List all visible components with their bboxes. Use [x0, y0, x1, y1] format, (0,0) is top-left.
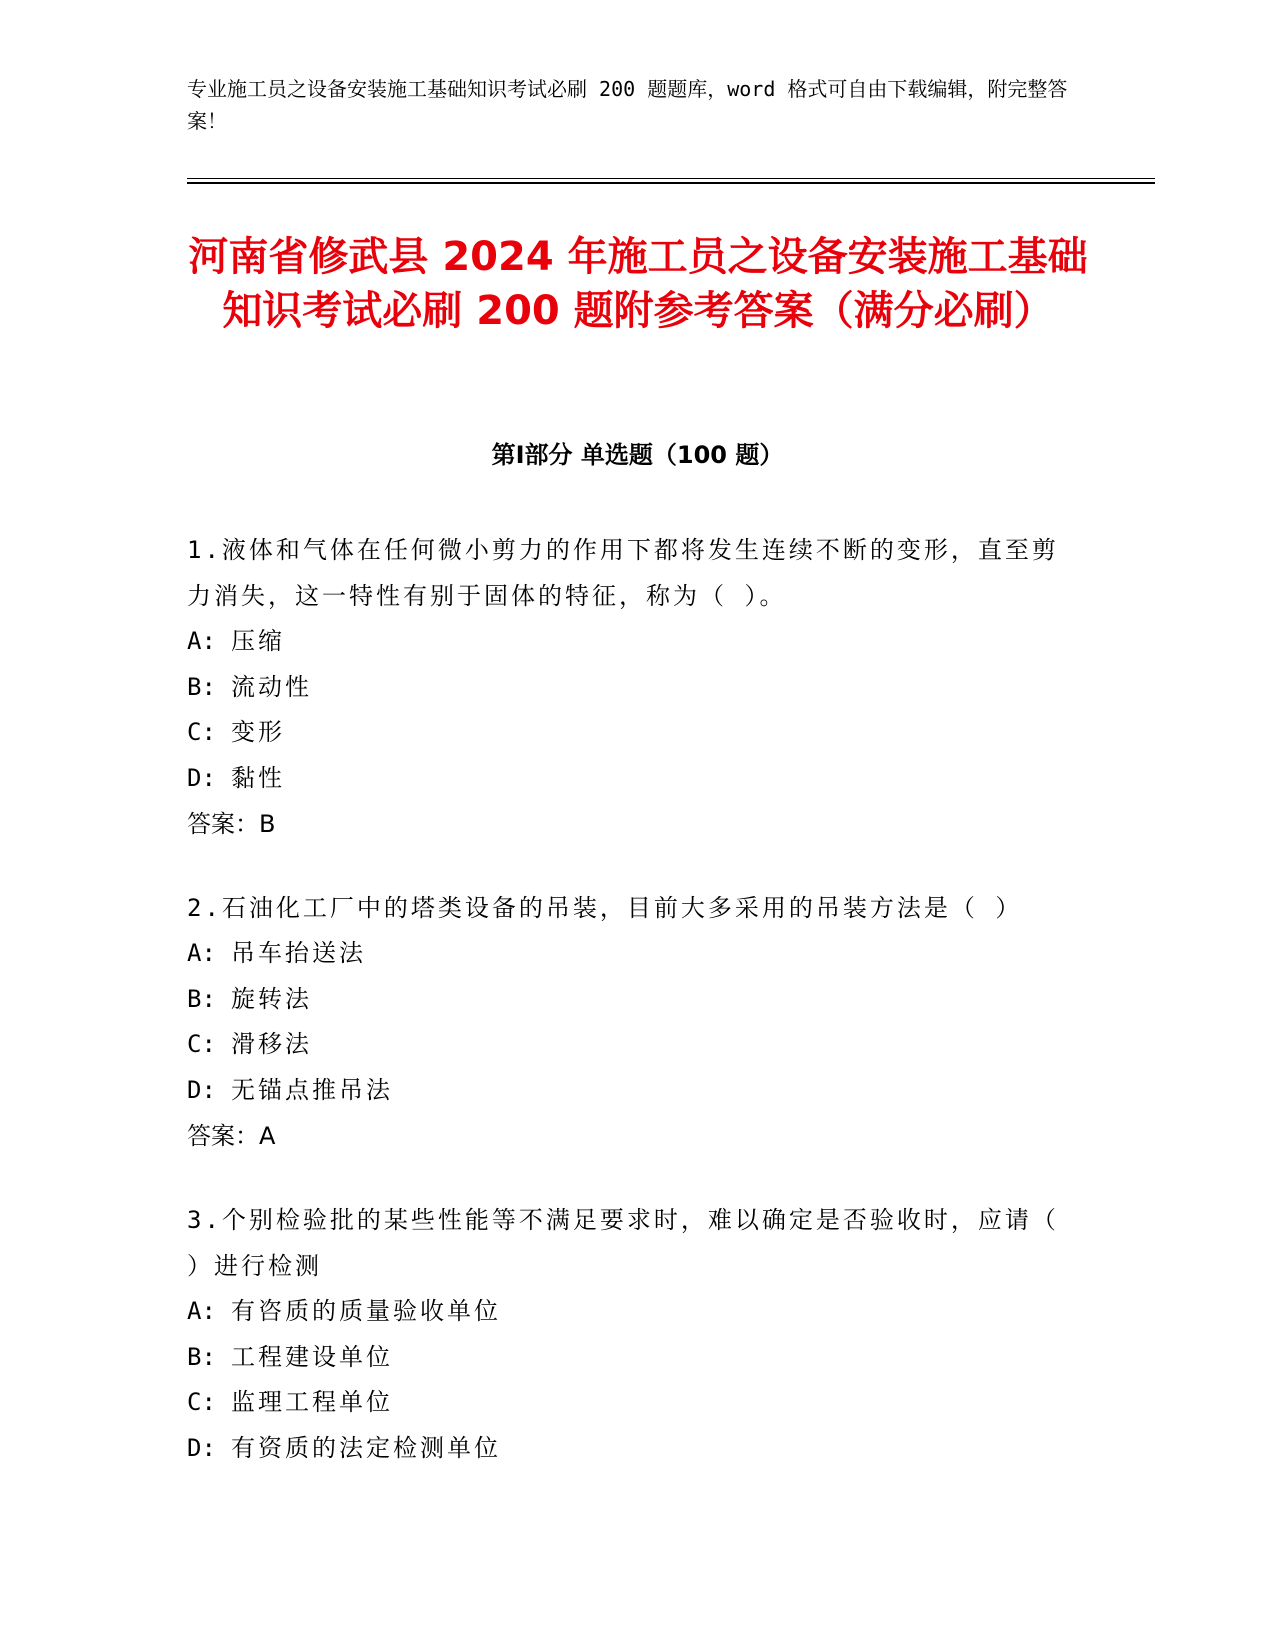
document-title: 河南省修武县 2024 年施工员之设备安装施工基础知识考试必刷 200 题附参考答案（满分必刷） — [188, 234, 1088, 334]
option-text: 工程建设单位 — [231, 1342, 393, 1371]
option-a — [187, 931, 1067, 977]
option-b — [187, 977, 1067, 1023]
option-text: 压缩 — [231, 627, 285, 655]
option-key: A: — [187, 939, 216, 967]
option-key: D: — [187, 1075, 216, 1104]
option-d — [187, 1068, 1067, 1114]
option-text: 有资质的法定检测单位 — [231, 1433, 501, 1462]
section-title: 第Ⅰ部分 单选题（100 题） — [491, 441, 784, 469]
option-key: C: — [187, 1030, 216, 1058]
option-text: 无锚点推吊法 — [231, 1075, 393, 1104]
option-key: B: — [187, 984, 216, 1013]
question-2 — [187, 885, 1067, 1159]
question-list — [187, 527, 1067, 1509]
option-text: 变形 — [231, 718, 285, 746]
question-stem: 3.个别检验批的某些性能等不满足要求时，难以确定是否验收时，应请（ ）进行检测 — [187, 1206, 1059, 1280]
question-stem: 1.液体和气体在任何微小剪力的作用下都将发生连续不断的变形，直至剪力消失，这一特性有别于固体的特征，称为（ ）。 — [187, 536, 1059, 610]
option-b — [187, 1335, 1067, 1381]
option-d — [187, 1426, 1067, 1472]
answer-label: 答案：B — [187, 810, 276, 838]
option-key: A: — [187, 1297, 216, 1325]
question-stem: 2.石油化工厂中的塔类设备的吊装，目前大多采用的吊装方法是（ ） — [187, 894, 1023, 922]
question-1 — [187, 527, 1067, 847]
option-key: C: — [187, 718, 216, 746]
option-text: 吊车抬送法 — [231, 939, 366, 967]
header-divider — [187, 178, 1155, 179]
header-note: 专业施工员之设备安装施工基础知识考试必刷 200 题题库，word 格式可自由下载编辑，附完整答案！ — [187, 77, 1068, 133]
option-text: 旋转法 — [231, 984, 312, 1013]
option-a — [187, 1289, 1067, 1335]
question-3 — [187, 1197, 1067, 1471]
option-c — [187, 710, 1067, 756]
option-key: B: — [187, 672, 216, 701]
option-key: D: — [187, 763, 216, 792]
option-b — [187, 665, 1067, 711]
option-text: 流动性 — [231, 672, 312, 701]
option-text: 滑移法 — [231, 1030, 312, 1058]
option-text: 黏性 — [231, 763, 285, 792]
option-c — [187, 1022, 1067, 1068]
option-text: 有咨质的质量验收单位 — [231, 1297, 501, 1325]
option-key: B: — [187, 1342, 216, 1371]
header-divider-thick — [187, 182, 1155, 184]
option-a — [187, 619, 1067, 665]
answer-label: 答案：A — [187, 1122, 276, 1150]
option-text: 监理工程单位 — [231, 1388, 393, 1416]
option-key: A: — [187, 627, 216, 655]
option-d — [187, 756, 1067, 802]
option-key: D: — [187, 1433, 216, 1462]
option-c — [187, 1380, 1067, 1426]
option-key: C: — [187, 1388, 216, 1416]
